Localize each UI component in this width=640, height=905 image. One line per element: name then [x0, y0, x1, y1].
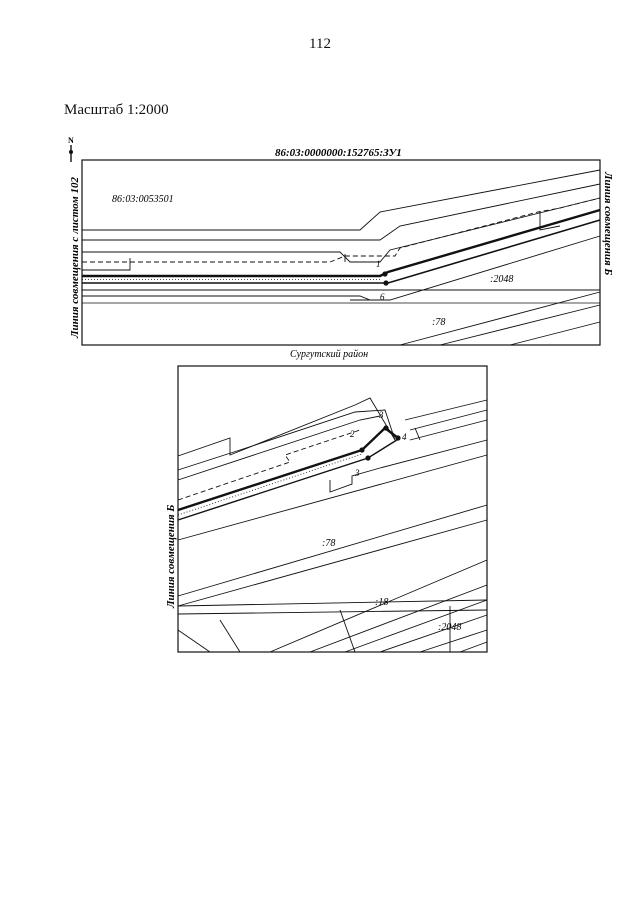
map2-point-2-marker	[359, 447, 364, 452]
map2-point-4: 4	[402, 432, 407, 442]
map2-plot-18: :18	[375, 597, 389, 608]
north-label: N	[68, 136, 74, 145]
map2-left-join-label: Линия совмещения Б	[165, 504, 177, 608]
map2-plot-2048: :2048	[438, 622, 462, 633]
map2-point-3b-marker	[365, 455, 370, 460]
map2-point-3a-marker	[383, 425, 388, 430]
map1-right-join-label: Линия совмещения Б	[602, 172, 614, 276]
map1-parcel-title: 86:03:0000000:152765:ЗУ1	[275, 147, 402, 159]
map1-point-1: 1	[376, 259, 381, 269]
page-number: 112	[309, 36, 331, 52]
map2-point-2: 2	[350, 429, 355, 439]
map2-point-3a: 3	[379, 410, 384, 420]
map2-point-3b: 3	[355, 468, 360, 478]
map1-plot-78: :78	[432, 317, 446, 328]
map2-lines	[178, 398, 487, 652]
map2-frame	[178, 366, 487, 652]
map1-plot-2048: :2048	[490, 274, 514, 285]
map1-block-label: 86:03:0053501	[112, 194, 174, 205]
map1-point-6: 6	[380, 292, 385, 302]
map2-plot-78: :78	[322, 538, 336, 549]
map1-left-join-label: Линия совмещения с листом 102	[69, 177, 81, 338]
map1-bottom-label: Сургутский район	[290, 349, 369, 360]
map2-point-4-marker	[395, 435, 400, 440]
scale-label: Масштаб 1:2000	[64, 102, 169, 118]
